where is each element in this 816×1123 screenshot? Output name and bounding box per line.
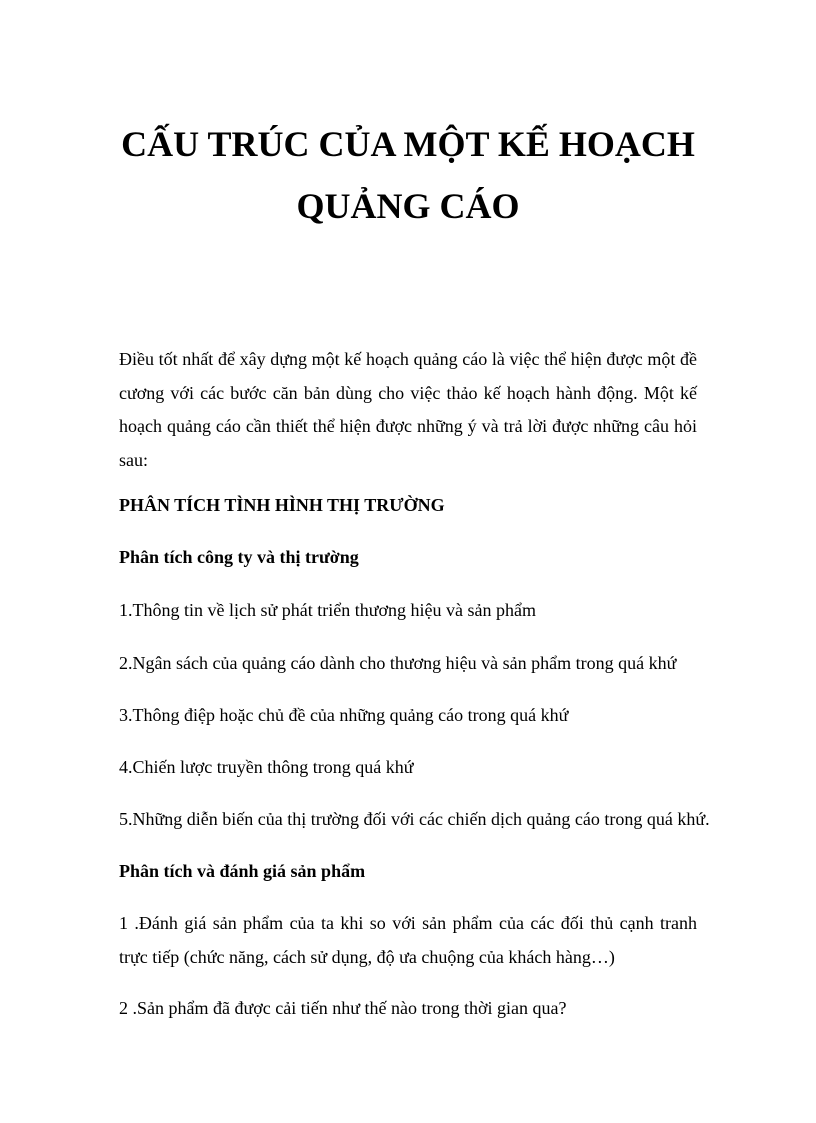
list-item: 4.Chiến lược truyền thông trong quá khứ	[119, 757, 414, 777]
subsection-heading-product-evaluation: Phân tích và đánh giá sản phẩm	[119, 861, 366, 881]
list-item: 5.Những diễn biến của thị trường đối với các chiến dịch quảng cáo trong quá khứ.	[119, 809, 710, 829]
list-item: 2 .Sản phẩm đã được cải tiến như thế nào trong thời gian qua?	[119, 998, 567, 1018]
subsection-heading-company-market: Phân tích công ty và thị trường	[119, 547, 359, 567]
document-title-line-1: CẤU TRÚC CỦA MỘT KẾ HOẠCH	[121, 124, 695, 164]
list-item: 2.Ngân sách của quảng cáo dành cho thương hiệu và sản phẩm trong quá khứ	[119, 653, 677, 673]
intro-paragraph: Điều tốt nhất để xây dựng một kế hoạch quảng cáo là việc thể hiện được một đề cương với các bước căn bản dùng cho việc thảo kế hoạch hành động. Một kế hoạch quảng cáo cần thiết thể hiện được những ý và trả lời được những câu hỏi sau:	[119, 349, 697, 470]
section-heading-market-analysis: PHÂN TÍCH TÌNH HÌNH THỊ TRƯỜNG	[119, 495, 445, 515]
list-item: 1.Thông tin về lịch sử phát triển thương hiệu và sản phẩm	[119, 600, 536, 620]
list-item: 1 .Đánh giá sản phẩm của ta khi so với sản phẩm của các đối thủ cạnh tranh trực tiếp (chức năng, cách sử dụng, độ ưa chuộng của khách hàng…)	[119, 913, 697, 967]
document-title-line-2: QUẢNG CÁO	[296, 186, 520, 226]
list-item: 3.Thông điệp hoặc chủ đề của những quảng cáo trong quá khứ	[119, 705, 569, 725]
